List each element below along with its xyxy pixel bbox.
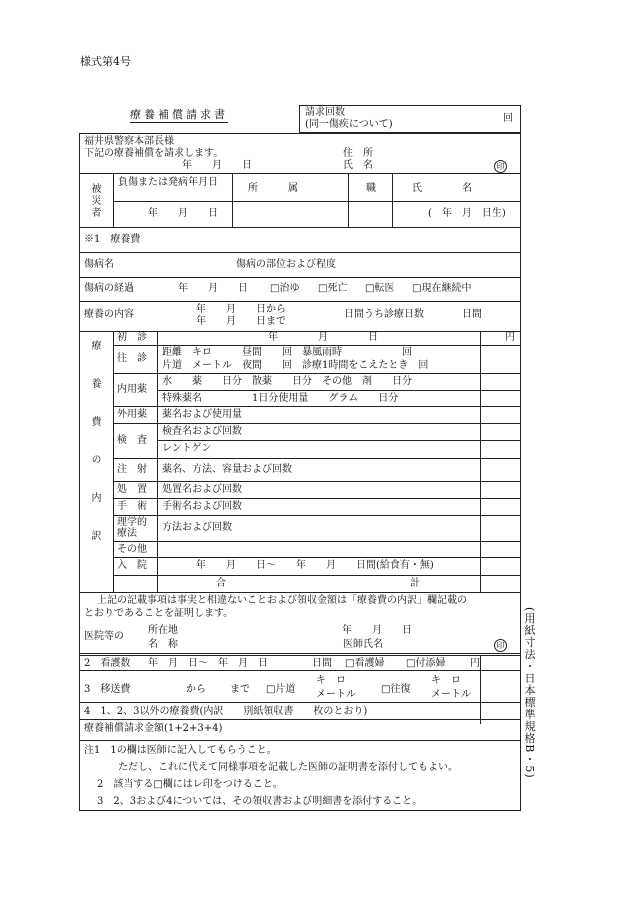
progress-option-transfer[interactable]: □転医 [365,283,395,294]
oushin-line2[interactable]: 片道 メートル 夜間 回 診療1時間をこえたとき 回 [162,360,429,371]
nursing-option-attendant[interactable]: □付添婦 [406,658,446,669]
transport-roundtrip-meter: メートル [431,689,471,700]
victim-col-name: 氏 名 [412,183,472,194]
transport-from[interactable]: から [186,684,206,695]
claim-total-label: 療養補償請求金額(1+2+3+4) [84,723,223,734]
row-label-shoshin: 初 診 [117,332,147,343]
section-1-heading: ※1 療養費 [84,234,141,245]
naiyou-line2[interactable]: 特殊薬名 1日分使用量 グラム 日分 [162,393,399,404]
doctor-seal-mark: 印 [494,639,507,652]
certification-text-2: とおりであることを証明します。 [84,608,234,619]
row-label-sonota: その他 [117,544,147,555]
hospital-location-label: 所在地 [148,625,178,636]
shoshin-unit: 円 [505,332,515,343]
paper-size-note: (用紙寸法・日本標準規格B・5) [523,607,536,779]
kensa-line2[interactable]: レントゲン [162,443,212,454]
victim-side-label: 被災者 [89,183,100,219]
row-label-kensa: 検 査 [117,435,147,446]
row-label-chusha: 注 射 [117,464,147,475]
transport-oneway-meter: メートル [316,689,356,700]
treatment-days-label: 日間うち診療日数 [344,309,424,320]
progress-option-cured[interactable]: □治ゆ [270,283,300,294]
treatment-content-label: 療養の内容 [84,309,134,320]
note-3: 3 2、3および4については、その領収書および明細書を添付すること。 [97,796,423,807]
doctor-name-label: 医師氏名 [343,639,383,650]
treatment-to[interactable]: 年 月 日まで [196,316,286,327]
treatment-from[interactable]: 年 月 日から [196,304,286,315]
row-label-nyuin: 入 院 [117,560,147,571]
nursing-days[interactable]: 日間 [312,658,332,669]
request-text: 下記の療養補償を請求します。 [84,148,224,159]
shujutsu-text[interactable]: 手術名および回数 [162,501,242,512]
transport-oneway[interactable]: □片道 [266,684,296,695]
form-title: 療養補償請求書 [130,108,228,121]
kensa-line1[interactable]: 検査名および回数 [162,426,242,437]
request-date[interactable]: 年 月 日 [182,160,252,171]
shoshin-date[interactable]: 年 月 日 [268,332,378,343]
row-label-naiyou: 内用薬 [117,384,147,395]
row-label-rigaku: 理学的療法 [117,517,147,539]
gaiyou-text[interactable]: 薬名および使用量 [162,409,242,420]
form-number: 様式第4号 [80,55,131,68]
transport-label: 3 移送費 [84,684,131,695]
naiyou-line1[interactable]: 水 薬 日分 散薬 日分 その他 剤 日分 [162,376,412,387]
note-1: 注1 1の欄は医師に記入してもらうこと。 [84,745,277,756]
hospital-label: 医院等の [84,631,124,642]
shochi-text[interactable]: 処置名および回数 [162,484,242,495]
transport-to[interactable]: まで [230,684,250,695]
nursing-unit: 円 [470,658,480,669]
transport-roundtrip-km: キ ロ [431,675,461,686]
oushin-line1[interactable]: 距離 キロ 昼間 回 暴風雨時 回 [162,347,412,358]
nursing-option-nurse[interactable]: □看護婦 [345,658,385,669]
progress-label: 傷病の経過 [84,283,134,294]
progress-option-died[interactable]: □死亡 [318,283,348,294]
progress-option-continuing[interactable]: □現在継続中 [412,283,472,294]
victim-col-date: 負傷または発病年月日 [118,177,218,188]
progress-date[interactable]: 年 月 日 [178,283,248,294]
victim-birth-field[interactable]: ( 年 月 日生) [428,208,506,219]
row-label-gaiyou: 外用薬 [117,409,147,420]
seal-mark: 印 [494,160,507,173]
row-label-oushin: 往 診 [117,353,147,364]
row-label-shujutsu: 手 術 [117,501,147,512]
nyuin-text[interactable]: 年 月 日〜 年 月 日間(給食有・無) [196,560,434,571]
injury-part-label: 傷病の部位および程度 [236,259,336,270]
certification-text-1: 上記の記載事項は事実と相違ないことおよび領収金額は「療養費の内訳」欄記載の [97,595,467,606]
hospital-name-label: 名 称 [148,639,178,650]
claim-count-label: 請求回数 [305,107,345,118]
transport-roundtrip[interactable]: □往復 [381,684,411,695]
claim-count-sublabel: (同一傷疾について) [305,119,393,130]
note-1-cont: ただし、これに代えて同様事項を記載した医師の証明書を添付してもよい。 [118,762,458,773]
victim-col-affiliation: 所 属 [248,183,298,194]
treatment-days-unit: 日間 [462,309,482,320]
addressee: 福井県警察本部長様 [84,136,174,147]
chusha-text[interactable]: 薬名、方法、容量および回数 [162,464,292,475]
nursing-dates[interactable]: 年 月 日〜 年 月 日 [148,658,268,669]
injury-name-label: 傷病名 [84,259,114,270]
claim-count-unit: 回 [503,113,513,124]
total-right: 計 [410,578,420,589]
transport-oneway-km: キ ロ [316,675,346,686]
victim-date-field[interactable]: 年 月 日 [148,208,218,219]
name-label: 氏 名 [343,160,373,171]
other-cost-label: 4 1、2、3以外の療養費(内訳 別紙領収書 枚のとおり) [84,706,368,717]
rigaku-text[interactable]: 方法および回数 [162,522,232,533]
victim-col-job: 職 [366,183,376,194]
nursing-label: 2 看護数 [84,658,131,669]
total-left: 合 [216,578,226,589]
note-2: 2 該当する□欄にはレ印をつけること。 [97,779,283,790]
row-label-shochi: 処 置 [117,484,147,495]
certification-date[interactable]: 年 月 日 [342,625,412,636]
detail-side-label: 療養費の内訳 [89,340,100,568]
address-label: 住 所 [343,148,373,159]
